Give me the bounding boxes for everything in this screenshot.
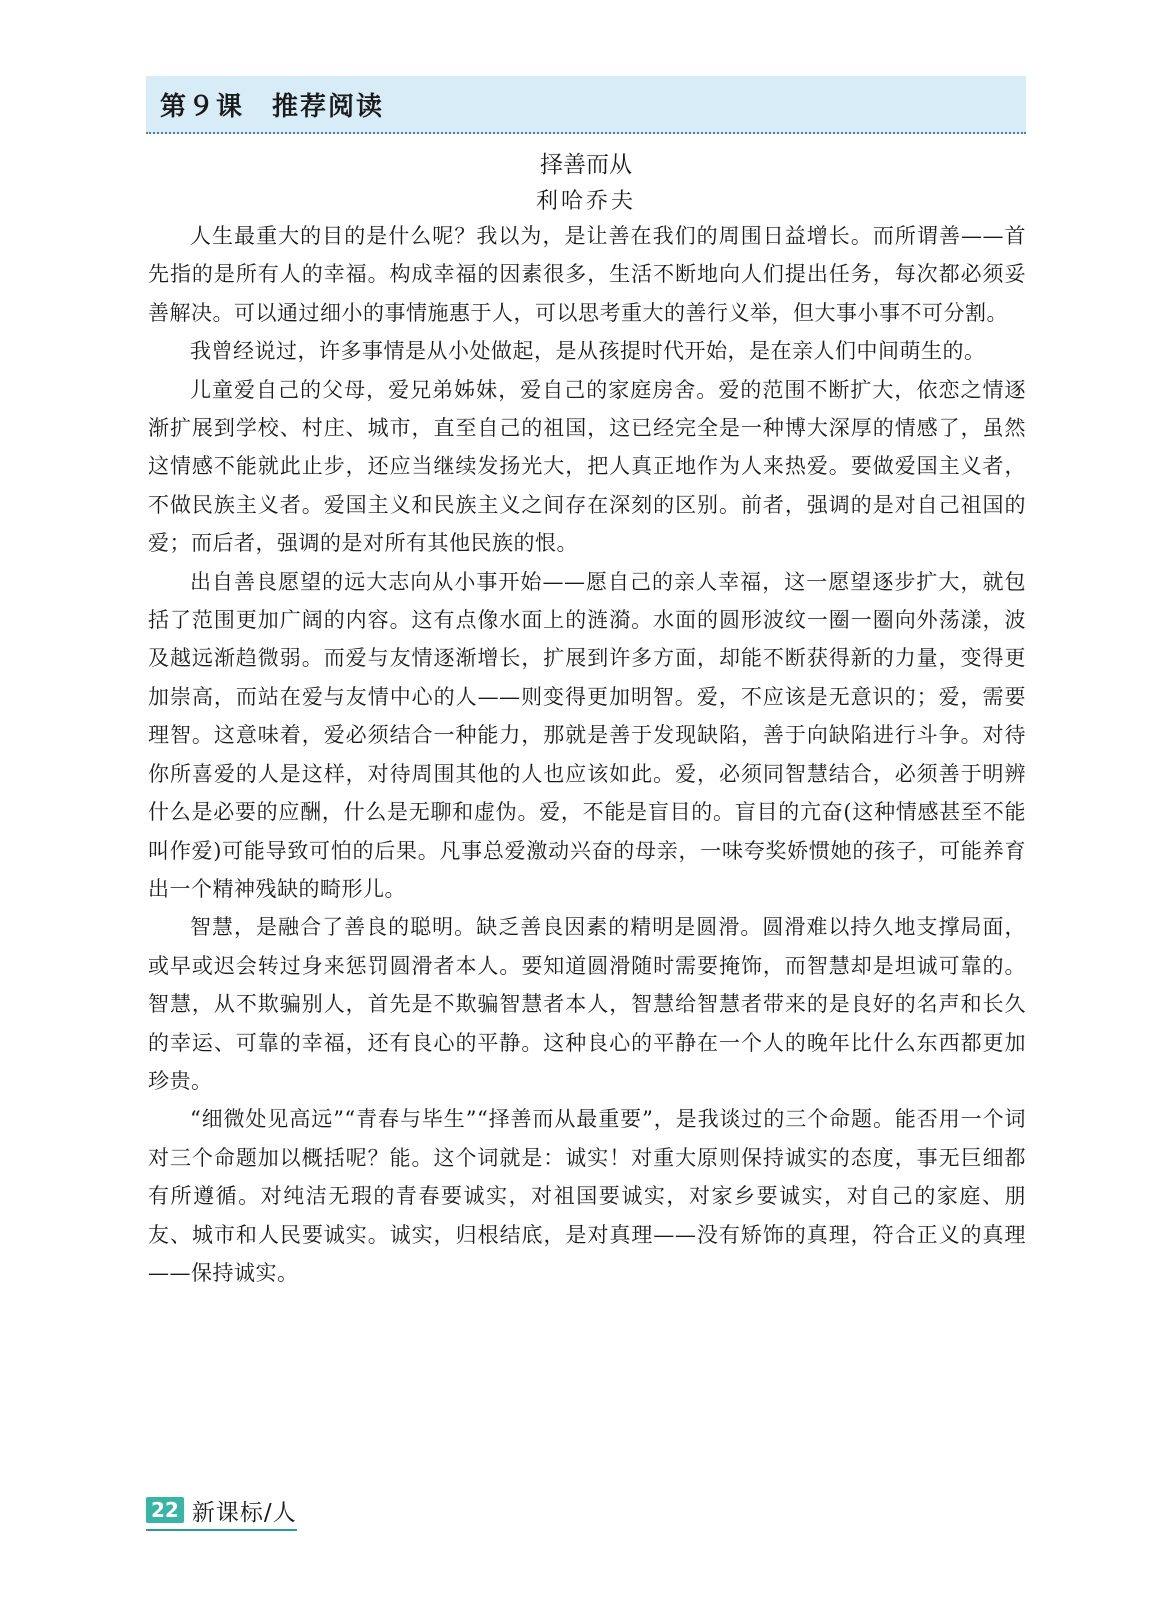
article-title: 择善而从 xyxy=(540,152,632,178)
page-number-badge: 22 xyxy=(146,1497,184,1523)
article-body xyxy=(148,217,1026,1292)
lesson-header-band xyxy=(146,76,1026,134)
paragraph: 我曾经说过，许多事情是从小处做起，是从孩提时代开始，是在亲人们中间萌生的。 xyxy=(190,339,986,364)
page-footer xyxy=(146,1493,297,1531)
series-label: 新课标/人 xyxy=(191,1499,297,1526)
article-author: 利哈乔夫 xyxy=(535,189,636,214)
paragraph: 出自善良愿望的远大志向从小事开始——愿自己的亲人幸福，这一愿望逐步扩大，就包括了范围更加广阔的内容。这有点像水面上的涟漪。水面的圆形波纹一圈一圈向外荡漾，波及越远渐趋微弱。而爱与友情逐渐增长，扩展到许多方面，却能不断获得新的力量，变得更加崇高，而站在爱与友情中心的人——则变得更加明智。爱，不应该是无意识的；爱，需要理智。这意味着，爱必须结合一种能力，那就是善于发现缺陷，善于向缺陷进行斗争。对待你所喜爱的人是这样，对待周围其他的人也应该如此。爱，必须同智慧结合，必须善于明辨什么是必要的应酬，什么是无聊和虚伪。爱，不能是盲目的。盲目的亢奋(这种情感甚至不能叫作爱)可能导致可怕的后果。凡事总爱激动兴奋的母亲，一味夸奖娇惯她的孩子，可能养育出一个精神残缺的畸形儿。 xyxy=(148,569,1026,901)
paragraph: 儿童爱自己的父母，爱兄弟姊妹，爱自己的家庭房舍。爱的范围不断扩大，依恋之情逐渐扩展到学校、村庄、城市，直至自己的祖国，这已经完全是一种博大深厚的情感了，虽然这情感不能就此止步，还应当继续发扬光大，把人真正地作为人来热爱。要做爱国主义者，不做民族主义者。爱国主义和民族主义之间存在深刻的区别。前者，强调的是对自己祖国的爱；而后者，强调的是对所有其他民族的恨。 xyxy=(148,377,1026,556)
paragraph: 智慧，是融合了善良的聪明。缺乏善良因素的精明是圆滑。圆滑难以持久地支撑局面，或早或迟会转过身来惩罚圆滑者本人。要知道圆滑随时需要掩饰，而智慧却是坦诚可靠的。智慧，从不欺骗别人，首先是不欺骗智慧者本人，智慧给智慧者带来的是良好的名声和长久的幸运、可靠的幸福，还有良心的平静。这种良心的平静在一个人的晚年比什么东西都更加珍贵。 xyxy=(148,915,1026,1093)
paragraph: 人生最重大的目的是什么呢？我以为，是让善在我们的周围日益增长。而所谓善——首先指的是所有人的幸福。构成幸福的因素很多，生活不断地向人们提出任务，每次都必须妥善解决。可以通过细小的事情施惠于人，可以思考重大的善行义举，但大事小事不可分割。 xyxy=(148,224,1026,325)
paragraph: “细微处见高远”“青春与毕生”“择善而从最重要”，是我谈过的三个命题。能否用一个词对三个命题加以概括呢？能。这个词就是：诚实！对重大原则保持诚实的态度，事无巨细都有所遵循。对纯洁无瑕的青春要诚实，对祖国要诚实，对家乡要诚实，对自己的家庭、朋友、城市和人民要诚实。诚实，归根结底，是对真理——没有矫饰的真理，符合正义的真理——保持诚实。 xyxy=(148,1107,1026,1285)
lesson-title: 第９课 推荐阅读 xyxy=(160,92,385,122)
